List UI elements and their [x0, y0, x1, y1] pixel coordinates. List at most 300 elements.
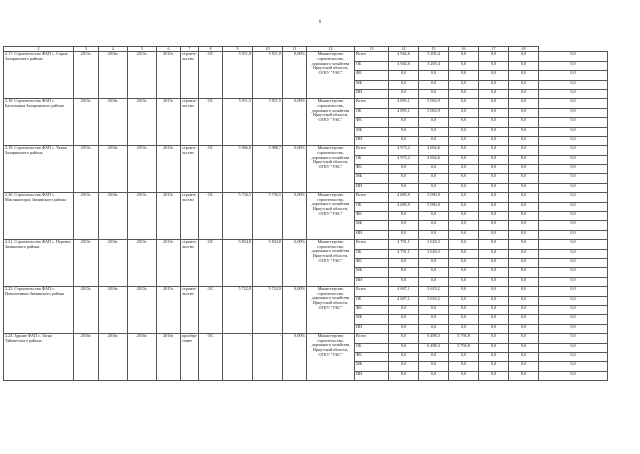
amount-cell: 0,0	[419, 352, 449, 361]
column-number: 9	[223, 47, 253, 52]
year-cell: 2015г.	[157, 99, 181, 146]
amount-cell: 0,0	[479, 155, 509, 164]
amount-cell: 0,0	[479, 71, 509, 80]
year-cell: 2016г.	[99, 99, 128, 146]
amount-cell: 0,0	[509, 174, 539, 183]
amount-cell: 0,0	[509, 230, 539, 239]
year-cell: 2015г.	[157, 52, 181, 99]
amount-cell: 4 685,9	[389, 193, 419, 202]
amount-cell: 0,0	[419, 89, 449, 98]
funding-source-cell: ФБ	[355, 352, 389, 361]
amount-cell: 0,0	[449, 174, 479, 183]
amount-cell: 0,0	[389, 71, 419, 80]
column-number: 3	[74, 47, 99, 52]
amount-cell: 0,0	[509, 334, 539, 343]
cost-cell: 5 722,9	[253, 287, 283, 334]
amount-cell: 0,0	[539, 155, 608, 164]
work-type-cell: строительство	[181, 52, 199, 99]
amount-cell: 0,0	[389, 127, 419, 136]
percent-cell: 0,00%	[283, 52, 307, 99]
amount-cell: 0,0	[389, 315, 419, 324]
amount-cell: 0,0	[479, 352, 509, 361]
amount-cell: 0,0	[479, 127, 509, 136]
amount-cell: 0,0	[479, 136, 509, 145]
amount-cell: 0,0	[389, 174, 419, 183]
funding-source-cell: МБ	[355, 362, 389, 371]
amount-cell: 0,0	[389, 371, 419, 380]
amount-cell: 0,0	[449, 71, 479, 80]
amount-cell: 0,0	[479, 362, 509, 371]
year-cell: 2015г.	[74, 52, 99, 99]
amount-cell: 0,0	[449, 127, 479, 136]
amount-cell: 4 791,1	[389, 240, 419, 249]
cost-cell: 5 911,0	[223, 52, 253, 99]
year-cell: 2016г.	[99, 240, 128, 287]
funding-source-cell: ОБ	[355, 296, 389, 305]
amount-cell: 0,0	[509, 287, 539, 296]
amount-cell: 0,0	[539, 230, 608, 239]
amount-cell: 0,0	[389, 324, 419, 333]
amount-cell: 0,0	[509, 343, 539, 352]
funding-source-cell: Всего	[355, 334, 389, 343]
amount-cell: 0,0	[449, 240, 479, 249]
amount-cell: 0,0	[539, 305, 608, 314]
funding-source-cell: ФБ	[355, 118, 389, 127]
funding-source-cell: Всего	[355, 52, 389, 61]
amount-cell: 0,0	[479, 183, 509, 192]
amount-cell: 0,0	[509, 89, 539, 98]
amount-cell: 0,0	[449, 371, 479, 380]
amount-cell: 0,0	[479, 287, 509, 296]
amount-cell: 0,0	[509, 249, 539, 258]
amount-cell: 0,0	[539, 287, 608, 296]
customer-cell: Министерство строительства, дорожного хозяйства Иркутской области, ОГКУ "УКС"	[307, 146, 355, 193]
cost-cell: 5 911,5	[223, 99, 253, 146]
funding-source-cell: ИИ	[355, 230, 389, 239]
cost-cell: 5 834,8	[223, 240, 253, 287]
amount-cell: 0,0	[419, 183, 449, 192]
amount-cell: 0,0	[509, 99, 539, 108]
amount-cell: 3 205,4	[419, 52, 449, 61]
asset-type-cell: ОС	[199, 287, 223, 334]
year-cell: 2016г.	[128, 334, 157, 381]
amount-cell: 0,0	[449, 249, 479, 258]
amount-cell: 5 794,8	[449, 334, 479, 343]
amount-cell: 0,0	[479, 202, 509, 211]
amount-cell: 4 791,1	[389, 249, 419, 258]
asset-type-cell: ОС	[199, 146, 223, 193]
customer-cell: Министерство строительства, дорожного хозяйства Иркутской области, ОГКУ "УКС"	[307, 52, 355, 99]
work-type-cell: строительство	[181, 240, 199, 287]
funding-source-cell: ИИ	[355, 277, 389, 286]
year-cell: 2016г.	[99, 193, 128, 240]
column-number: 2	[4, 47, 74, 52]
amount-cell: 0,0	[479, 165, 509, 174]
amount-cell: 4 687,1	[389, 287, 419, 296]
funding-source-cell: ИИ	[355, 371, 389, 380]
amount-cell: 4 944,6	[389, 61, 419, 70]
table-row	[4, 99, 608, 108]
amount-cell: 0,0	[449, 99, 479, 108]
funding-source-cell: МБ	[355, 127, 389, 136]
amount-cell: 0,0	[449, 193, 479, 202]
amount-cell: 0,0	[479, 249, 509, 258]
amount-cell: 0,0	[509, 240, 539, 249]
funding-source-cell: ФБ	[355, 71, 389, 80]
amount-cell: 0,0	[539, 127, 608, 136]
work-type-cell: строительство	[181, 146, 199, 193]
amount-cell: 0,0	[449, 230, 479, 239]
funding-source-cell: Всего	[355, 240, 389, 249]
amount-cell: 5 794,8	[449, 343, 479, 352]
amount-cell: 0,0	[539, 183, 608, 192]
funding-source-cell: ОБ	[355, 343, 389, 352]
amount-cell: 0,0	[449, 277, 479, 286]
funding-source-cell: ОБ	[355, 155, 389, 164]
amount-cell: 0,0	[509, 155, 539, 164]
column-number: 4	[99, 47, 128, 52]
amount-cell: 0,0	[539, 315, 608, 324]
funding-source-cell: МБ	[355, 268, 389, 277]
amount-cell: 0,0	[449, 136, 479, 145]
object-name-cell: 2.22. Строительство ФАП с. Новолетники Зиминского района	[4, 287, 74, 334]
object-name-cell: 2.19. Строительство ФАП с. Уятин Заларинского района	[4, 146, 74, 193]
amount-cell: 5 090,0	[419, 202, 449, 211]
funding-source-cell: ФБ	[355, 305, 389, 314]
funding-source-cell: Всего	[355, 146, 389, 155]
amount-cell: 6 498,3	[419, 343, 449, 352]
amount-cell: 0,0	[479, 174, 509, 183]
amount-cell: 0,0	[509, 136, 539, 145]
amount-cell: 0,0	[389, 136, 419, 145]
amount-cell: 0,0	[509, 118, 539, 127]
year-cell: 2015г.	[74, 99, 99, 146]
funding-source-cell: ОБ	[355, 61, 389, 70]
amount-cell: 5 090,0	[419, 193, 449, 202]
amount-cell: 0,0	[479, 61, 509, 70]
funding-source-cell: МБ	[355, 315, 389, 324]
column-number: 16	[449, 47, 479, 52]
amount-cell: 0,0	[419, 324, 449, 333]
amount-cell: 0,0	[389, 343, 419, 352]
amount-cell: 4 944,6	[389, 52, 419, 61]
column-number: 18	[509, 47, 539, 52]
funding-source-cell: ОБ	[355, 202, 389, 211]
cost-cell: 5 736,5	[253, 193, 283, 240]
amount-cell: 4 685,9	[389, 202, 419, 211]
funding-source-cell: МБ	[355, 80, 389, 89]
customer-cell: Министерство строительства, дорожного хозяйства Иркутской области, ОГКУ "УКС"	[307, 240, 355, 287]
amount-cell: 0,0	[449, 52, 479, 61]
column-number: 7	[181, 47, 199, 52]
year-cell: 2015г.	[128, 240, 157, 287]
amount-cell: 0,0	[539, 99, 608, 108]
amount-cell: 0,0	[479, 118, 509, 127]
amount-cell: 4 654,6	[419, 146, 449, 155]
year-cell: 2016г.	[99, 146, 128, 193]
percent-cell: 0,00%	[283, 146, 307, 193]
cost-cell: 5 834,8	[253, 240, 283, 287]
column-number: 5	[128, 47, 157, 52]
amount-cell: 0,0	[449, 287, 479, 296]
amount-cell: 0,0	[509, 296, 539, 305]
amount-cell: 0,0	[509, 183, 539, 192]
amount-cell: 0,0	[479, 212, 509, 221]
percent-cell: 0,00%	[283, 193, 307, 240]
funding-source-cell: ИИ	[355, 183, 389, 192]
amount-cell: 0,0	[539, 89, 608, 98]
year-cell: 2015г.	[157, 193, 181, 240]
amount-cell: 0,0	[539, 108, 608, 117]
year-cell: 2015г.	[74, 287, 99, 334]
amount-cell: 0,0	[539, 80, 608, 89]
amount-cell: 4 973,2	[389, 146, 419, 155]
table-row	[4, 287, 608, 296]
amount-cell: 0,0	[389, 334, 419, 343]
amount-cell: 0,0	[449, 324, 479, 333]
amount-cell: 0,0	[539, 268, 608, 277]
amount-cell: 0,0	[509, 61, 539, 70]
amount-cell: 0,0	[479, 193, 509, 202]
amount-cell: 5 063,9	[419, 99, 449, 108]
amount-cell: 0,0	[509, 277, 539, 286]
amount-cell: 0,0	[539, 193, 608, 202]
year-cell: 2015г.	[74, 146, 99, 193]
funding-source-cell: ОБ	[355, 249, 389, 258]
amount-cell: 0,0	[539, 296, 608, 305]
amount-cell: 0,0	[479, 80, 509, 89]
amount-cell: 3 618,3	[419, 240, 449, 249]
amount-cell: 0,0	[449, 89, 479, 98]
amount-cell: 0,0	[479, 108, 509, 117]
year-cell: 2015г.	[74, 193, 99, 240]
amount-cell: 0,0	[389, 80, 419, 89]
amount-cell: 0,0	[389, 89, 419, 98]
amount-cell: 0,0	[479, 296, 509, 305]
customer-cell: Министерство строительства, дорожного хозяйства Иркутской области, ОГКУ "УКС"	[307, 287, 355, 334]
work-type-cell: строительство	[181, 99, 199, 146]
object-name-cell: 2.20. Строительство ФАП с. Мясляногорск Зиминского района	[4, 193, 74, 240]
year-cell: 2015г.	[74, 240, 99, 287]
amount-cell: 0,0	[509, 127, 539, 136]
table-row	[4, 334, 608, 343]
object-name-cell: 2.23. Здание ФАП с. Тагна Тайшетского района	[4, 334, 74, 381]
year-cell: 2016г.	[99, 287, 128, 334]
amount-cell: 0,0	[419, 118, 449, 127]
page-number: 6	[318, 20, 322, 25]
amount-cell: 0,0	[419, 212, 449, 221]
percent-cell: 0,00%	[283, 99, 307, 146]
amount-cell: 0,0	[539, 343, 608, 352]
funding-source-cell: ИИ	[355, 324, 389, 333]
funding-source-cell: ИИ	[355, 136, 389, 145]
cost-cell: 5 911,5	[253, 99, 283, 146]
amount-cell: 3 619,2	[419, 287, 449, 296]
amount-cell: 0,0	[479, 305, 509, 314]
column-number: 12	[307, 47, 355, 52]
amount-cell: 3 205,4	[419, 61, 449, 70]
customer-cell: Министерство строительства, дорожного хозяйства Иркутской области, ОГКУ "УКС"	[307, 99, 355, 146]
amount-cell: 0,0	[479, 371, 509, 380]
amount-cell: 0,0	[449, 118, 479, 127]
amount-cell: 0,0	[539, 202, 608, 211]
column-number: 10	[253, 47, 283, 52]
amount-cell: 0,0	[539, 258, 608, 267]
asset-type-cell: ОС	[199, 52, 223, 99]
amount-cell: 0,0	[509, 371, 539, 380]
cost-cell: -	[223, 334, 253, 381]
table-row	[4, 146, 608, 155]
amount-cell: 0,0	[449, 155, 479, 164]
amount-cell: 0,0	[389, 277, 419, 286]
funding-source-cell: ФБ	[355, 258, 389, 267]
amount-cell: 0,0	[509, 315, 539, 324]
amount-cell: 0,0	[479, 315, 509, 324]
amount-cell: 0,0	[419, 305, 449, 314]
column-number: 13	[355, 47, 389, 52]
amount-cell: 0,0	[419, 127, 449, 136]
amount-cell: 0,0	[479, 89, 509, 98]
funding-source-cell: МБ	[355, 221, 389, 230]
amount-cell: 4 973,2	[389, 155, 419, 164]
amount-cell: 0,0	[509, 258, 539, 267]
object-name-cell: 2.21. Строительство ФАП с. Перевоз Зиминского района	[4, 240, 74, 287]
amount-cell: 0,0	[539, 221, 608, 230]
column-number: 8	[199, 47, 223, 52]
column-number: 6	[157, 47, 181, 52]
amount-cell: 0,0	[419, 371, 449, 380]
object-name-cell: 2.17. Строительство ФАП с. Сорты Заларинского района	[4, 52, 74, 99]
amount-cell: 0,0	[389, 362, 419, 371]
funding-source-cell: ФБ	[355, 165, 389, 174]
amount-cell: 0,0	[389, 230, 419, 239]
amount-cell: 0,0	[479, 221, 509, 230]
amount-cell: 5 063,9	[419, 108, 449, 117]
column-number: 14	[389, 47, 419, 52]
amount-cell: 0,0	[539, 165, 608, 174]
customer-cell: Министерство строительства, дорожного хозяйства Иркутской области, ОГКУ "УКС"	[307, 334, 355, 381]
funding-source-cell: Всего	[355, 287, 389, 296]
amount-cell: 0,0	[509, 202, 539, 211]
work-type-cell: строительство	[181, 287, 199, 334]
amount-cell: 0,0	[509, 212, 539, 221]
amount-cell: 0,0	[509, 71, 539, 80]
asset-type-cell: ОС	[199, 240, 223, 287]
year-cell: 2015г.	[157, 240, 181, 287]
amount-cell: 0,0	[479, 146, 509, 155]
amount-cell: 0,0	[449, 183, 479, 192]
column-number: 15	[419, 47, 449, 52]
amount-cell: 0,0	[539, 61, 608, 70]
amount-cell: 0,0	[389, 212, 419, 221]
amount-cell: 0,0	[449, 362, 479, 371]
cost-cell: 5 722,8	[223, 287, 253, 334]
amount-cell: 0,0	[509, 80, 539, 89]
amount-cell: 0,0	[539, 324, 608, 333]
amount-cell: 0,0	[449, 305, 479, 314]
year-cell: 2015г.	[128, 193, 157, 240]
amount-cell: 0,0	[479, 99, 509, 108]
amount-cell: 4 895,1	[389, 99, 419, 108]
investment-table	[3, 46, 608, 381]
funding-source-cell: Всего	[355, 193, 389, 202]
amount-cell: 0,0	[509, 324, 539, 333]
amount-cell: 0,0	[539, 118, 608, 127]
amount-cell: 0,0	[419, 362, 449, 371]
asset-type-cell: ОС	[199, 334, 223, 381]
work-type-cell: приобретение	[181, 334, 199, 381]
cost-cell: -	[253, 334, 283, 381]
amount-cell: 6 498,3	[419, 334, 449, 343]
amount-cell: 0,0	[539, 174, 608, 183]
amount-cell: 0,0	[479, 343, 509, 352]
amount-cell: 0,0	[449, 268, 479, 277]
amount-cell: 0,0	[389, 268, 419, 277]
year-cell: 2015г.	[157, 287, 181, 334]
funding-source-cell: МБ	[355, 174, 389, 183]
year-cell: 2015г.	[157, 146, 181, 193]
cost-cell: 5 736,5	[223, 193, 253, 240]
amount-cell: 4 687,1	[389, 296, 419, 305]
amount-cell: 0,0	[449, 212, 479, 221]
amount-cell: 0,0	[539, 52, 608, 61]
amount-cell: 0,0	[419, 165, 449, 174]
amount-cell: 0,0	[539, 136, 608, 145]
amount-cell: 0,0	[479, 268, 509, 277]
amount-cell: 0,0	[449, 61, 479, 70]
amount-cell: 0,0	[539, 334, 608, 343]
amount-cell: 0,0	[539, 249, 608, 258]
funding-source-cell: Всего	[355, 99, 389, 108]
amount-cell: 0,0	[389, 118, 419, 127]
amount-cell: 0,0	[449, 315, 479, 324]
amount-cell: 0,0	[389, 305, 419, 314]
year-cell: 2015г.	[128, 146, 157, 193]
customer-cell: Министерство строительства, дорожного хозяйства Иркутской области, ОГКУ "УКС"	[307, 193, 355, 240]
year-cell: 2016г.	[99, 334, 128, 381]
amount-cell: 0,0	[509, 146, 539, 155]
amount-cell: 0,0	[449, 296, 479, 305]
amount-cell: 0,0	[449, 258, 479, 267]
amount-cell: 0,0	[449, 165, 479, 174]
amount-cell: 0,0	[509, 221, 539, 230]
amount-cell: 0,0	[539, 277, 608, 286]
amount-cell: 0,0	[479, 334, 509, 343]
amount-cell: 0,0	[419, 315, 449, 324]
amount-cell: 0,0	[389, 221, 419, 230]
amount-cell: 0,0	[389, 352, 419, 361]
table-body	[4, 47, 608, 381]
amount-cell: 0,0	[509, 268, 539, 277]
cost-cell: 5 911,0	[253, 52, 283, 99]
amount-cell: 0,0	[419, 136, 449, 145]
asset-type-cell: ОС	[199, 99, 223, 146]
amount-cell: 0,0	[419, 174, 449, 183]
amount-cell: 0,0	[419, 71, 449, 80]
amount-cell: 0,0	[419, 230, 449, 239]
amount-cell: 0,0	[539, 352, 608, 361]
amount-cell: 0,0	[539, 71, 608, 80]
amount-cell: 4 895,1	[389, 108, 419, 117]
amount-cell: 0,0	[509, 305, 539, 314]
amount-cell: 4 654,6	[419, 155, 449, 164]
table-row	[4, 193, 608, 202]
year-cell: 2016г.	[157, 334, 181, 381]
amount-cell: 0,0	[419, 80, 449, 89]
amount-cell: 0,0	[419, 221, 449, 230]
percent-cell: 0,00%	[283, 334, 307, 381]
amount-cell: 0,0	[419, 258, 449, 267]
